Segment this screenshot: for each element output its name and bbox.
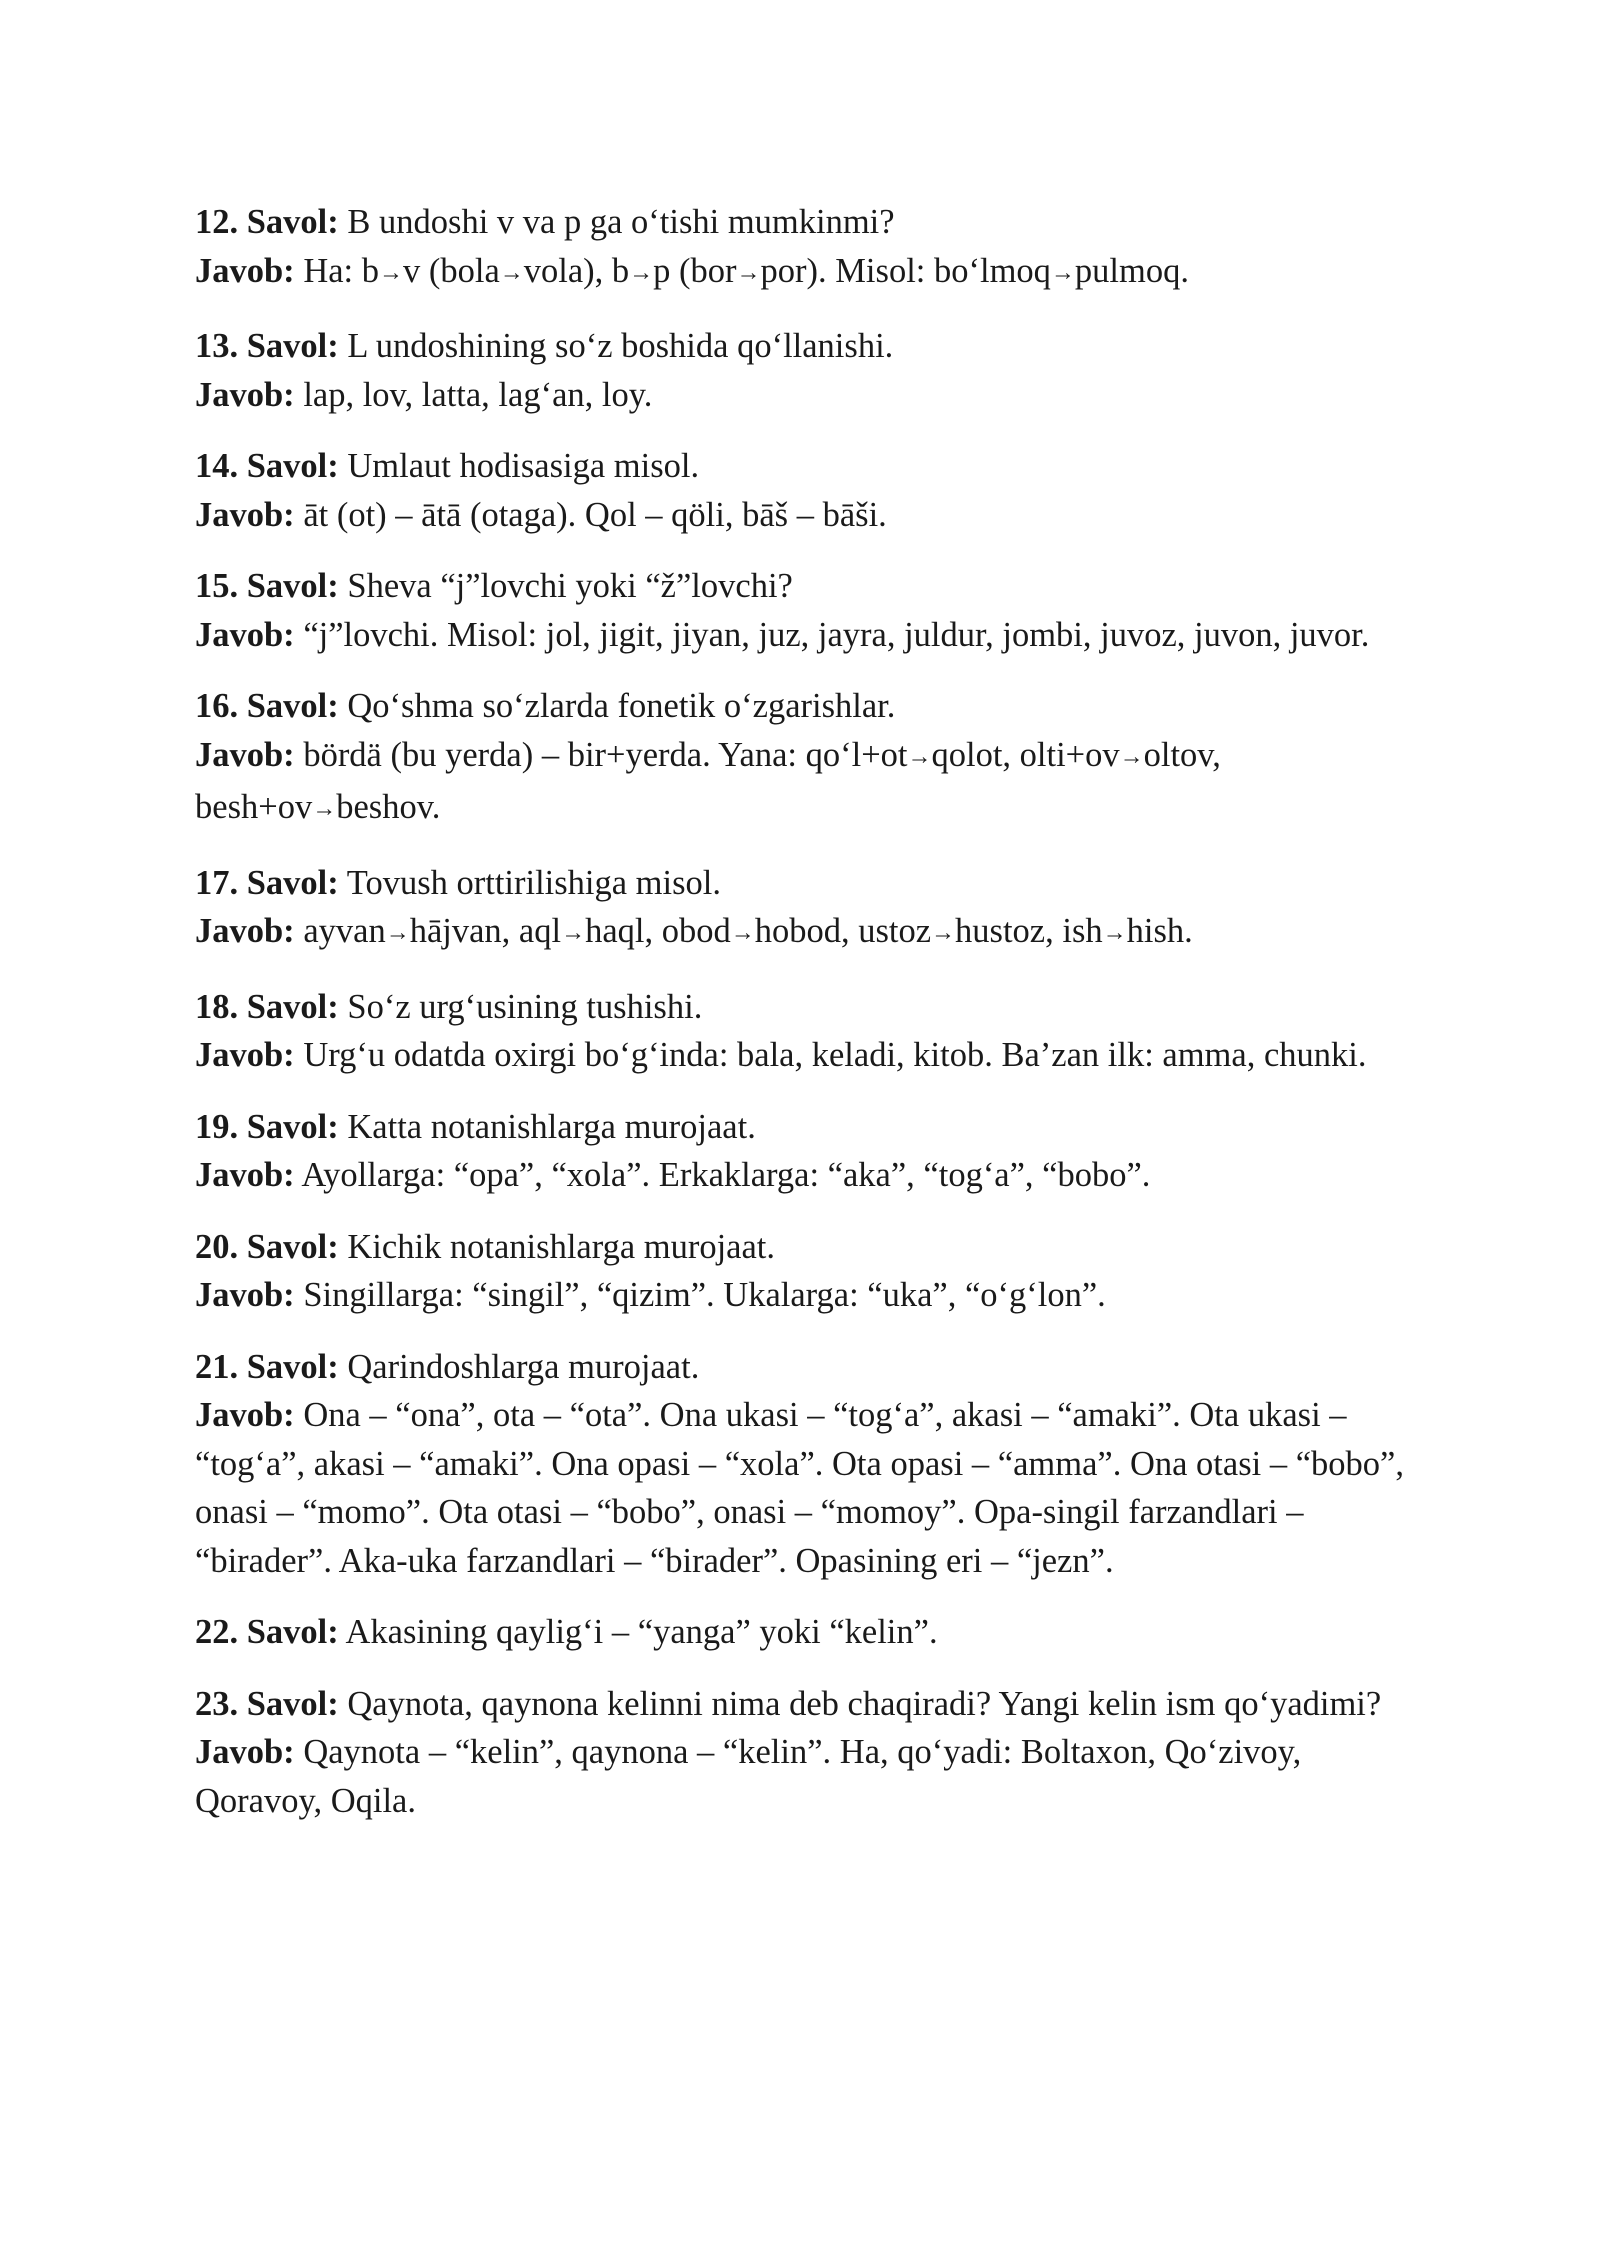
arrow-icon: → [499, 259, 524, 286]
document-page [195, 198, 1415, 1848]
answer-label: Javob: [195, 1733, 295, 1771]
answer-line [195, 491, 1415, 540]
question-line [195, 198, 1415, 247]
question-label: 13. Savol: [195, 327, 339, 365]
answer-line [195, 1271, 1415, 1320]
answer-label: Javob: [195, 1396, 295, 1434]
question-label: 20. Savol: [195, 1227, 339, 1266]
question-label: 22. Savol: [195, 1613, 339, 1651]
answer-text: ayvan→hājvan, aql→haql, obod→hobod, ustoz→hustoz, ish→hish. [303, 912, 1193, 950]
question-label: 12. Savol: [195, 203, 339, 241]
qa-item-22 [195, 1608, 1415, 1657]
question-text: Sheva “j”lovchi yoki “ž”lovchi? [347, 567, 793, 605]
question-line [195, 859, 1415, 908]
arrow-icon: → [1050, 259, 1075, 286]
qa-item-14 [195, 442, 1415, 539]
question-line [195, 1608, 1415, 1657]
qa-item-17 [195, 859, 1415, 960]
question-line [195, 682, 1415, 731]
arrow-icon: → [561, 920, 586, 946]
qa-item-13 [195, 322, 1415, 419]
arrow-icon: → [931, 920, 956, 946]
answer-text: “j”lovchi. Misol: jol, jigit, jiyan, juz, jayra, juldur, jombi, juvoz, juvon, juvor. [303, 615, 1370, 654]
question-label: 16. Savol: [195, 687, 339, 725]
answer-label: Javob: [195, 1036, 295, 1074]
arrow-icon: → [1119, 743, 1144, 770]
qa-item-19 [195, 1103, 1415, 1200]
answer-label: Javob: [195, 912, 295, 950]
answer-text: āt (ot) – ātā (otaga). Qol – qöli, bāš – bāši. [303, 495, 887, 534]
answer-text: bördä (bu yerda) – bir+yerda. Yana: qo‘l+ot→qolot, olti+ov→oltov, besh+ov→beshov. [195, 735, 1221, 826]
question-text: Akasining qaylig‘i – “yanga” yoki “kelin”. [345, 1613, 938, 1651]
question-text: Tovush orttirilishiga misol. [346, 863, 721, 902]
arrow-icon: → [629, 259, 654, 286]
answer-label: Javob: [195, 1156, 295, 1194]
answer-line [195, 1151, 1415, 1200]
answer-line [195, 371, 1415, 420]
answer-label: Javob: [195, 251, 295, 290]
qa-item-20 [195, 1223, 1415, 1320]
question-label: 15. Savol: [195, 567, 339, 605]
arrow-icon: → [1102, 920, 1127, 946]
question-line [195, 1680, 1415, 1729]
answer-text: Ha: b→v (bola→vola), b→p (bor→por). Misol: bo‘lmoq→pulmoq. [303, 251, 1189, 290]
question-line [195, 322, 1415, 371]
answer-text: Urg‘u odatda oxirgi bo‘g‘inda: bala, keladi, kitob. Ba’zan ilk: amma, chunki. [303, 1036, 1367, 1074]
question-line [195, 562, 1415, 611]
question-line [195, 442, 1415, 491]
answer-label: Javob: [195, 375, 295, 414]
question-text: Qarindoshlarga murojaat. [347, 1347, 700, 1386]
answer-text: Ayollarga: “opa”, “xola”. Erkaklarga: “aka”, “tog‘a”, “bobo”. [301, 1156, 1151, 1194]
question-text: Kichik notanishlarga murojaat. [347, 1227, 776, 1266]
question-line [195, 1223, 1415, 1272]
arrow-icon: → [730, 920, 755, 946]
answer-line [195, 907, 1415, 960]
question-text: B undoshi v va p ga o‘tishi mumkinmi? [347, 203, 895, 241]
question-text: So‘z urg‘usining tushishi. [347, 987, 703, 1026]
arrow-icon: → [385, 920, 410, 946]
question-label: 21. Savol: [195, 1347, 339, 1386]
qa-item-12 [195, 198, 1415, 299]
question-text: Qo‘shma so‘zlarda fonetik o‘zgarishlar. [347, 687, 896, 725]
question-label: 14. Savol: [195, 447, 339, 485]
answer-label: Javob: [195, 1276, 295, 1314]
arrow-icon: → [312, 796, 337, 822]
question-line [195, 1343, 1415, 1392]
qa-item-18 [195, 983, 1415, 1080]
qa-item-23 [195, 1680, 1415, 1826]
qa-item-16 [195, 682, 1415, 836]
answer-text: Qaynota – “kelin”, qaynona – “kelin”. Ha, qo‘yadi: Boltaxon, Qo‘zivoy, Qoravoy, Oqila. [195, 1733, 1302, 1820]
question-text: Qaynota, qaynona kelinni nima deb chaqiradi? Yangi kelin ism qo‘yadimi? [347, 1684, 1382, 1723]
answer-label: Javob: [195, 735, 295, 774]
answer-label: Javob: [195, 615, 295, 654]
answer-line [195, 247, 1415, 300]
question-label: 18. Savol: [195, 987, 339, 1026]
question-line [195, 1103, 1415, 1152]
arrow-icon: → [907, 743, 932, 770]
answer-line [195, 1031, 1415, 1080]
arrow-icon: → [736, 259, 761, 286]
question-label: 17. Savol: [195, 863, 339, 902]
answer-text: lap, lov, latta, lag‘an, loy. [303, 375, 653, 414]
answer-label: Javob: [195, 495, 295, 534]
answer-line [195, 611, 1415, 660]
question-text: Umlaut hodisasiga misol. [347, 447, 700, 485]
qa-item-15 [195, 562, 1415, 659]
question-line [195, 983, 1415, 1032]
question-text: L undoshining so‘z boshida qo‘llanishi. [347, 327, 894, 365]
question-label: 23. Savol: [195, 1684, 339, 1723]
question-text: Katta notanishlarga murojaat. [347, 1107, 756, 1146]
answer-line [195, 1391, 1415, 1585]
answer-line [195, 731, 1415, 836]
answer-line [195, 1728, 1415, 1825]
question-label: 19. Savol: [195, 1107, 339, 1146]
answer-text: Ona – “ona”, ota – “ota”. Ona ukasi – “tog‘a”, akasi – “amaki”. Ota ukasi – “tog‘a”, akasi – “amaki”. Ona opasi – “xola”. Ota opasi – “amma”. Ona otasi – “bobo”, onasi – “momo”. Ota otasi – “bobo”, onasi – “momoy”. Opa-singil farzandlari – “birader”. Aka-uka farzandlari – “birader”. Opasining eri – “jezn”. [195, 1396, 1404, 1580]
answer-text: Singillarga: “singil”, “qizim”. Ukalarga: “uka”, “o‘g‘lon”. [303, 1276, 1106, 1314]
qa-item-21 [195, 1343, 1415, 1586]
arrow-icon: → [379, 259, 404, 286]
